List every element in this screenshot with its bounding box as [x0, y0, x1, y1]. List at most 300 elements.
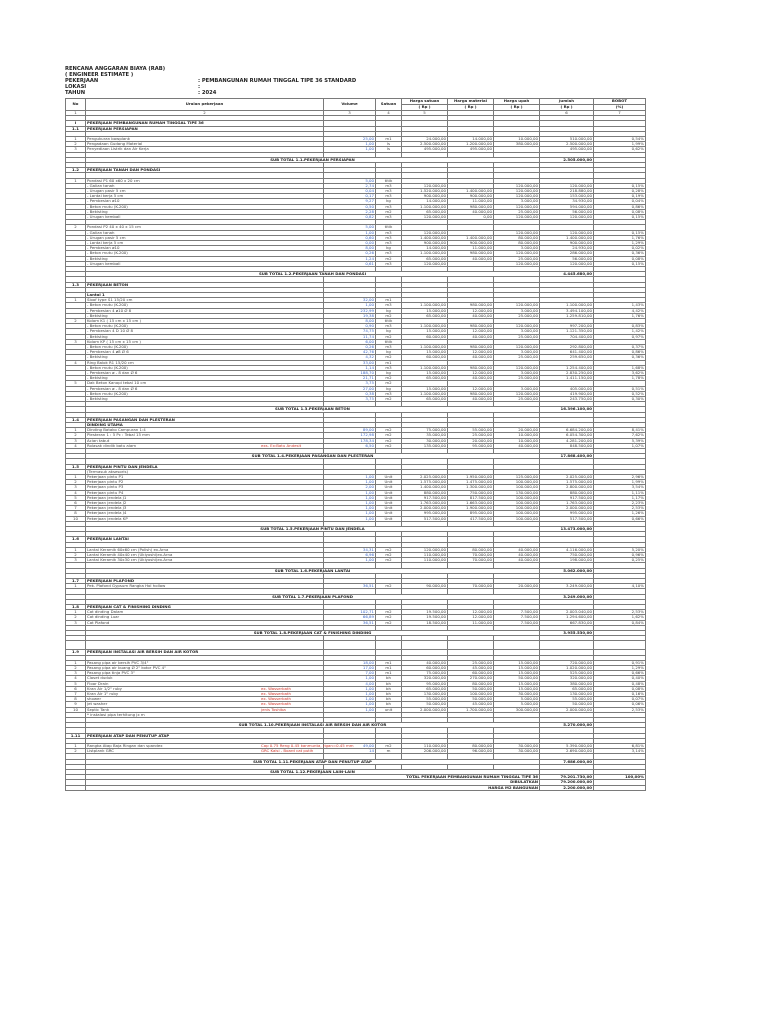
- item-material-price: 12.000,00: [448, 610, 494, 615]
- item-labor-price: 80.000,00: [494, 240, 540, 245]
- item-unit-price: 120.000,00: [402, 261, 448, 266]
- item-unit: bh: [376, 676, 402, 681]
- item-description-text: - Urugan pasir 5 cm: [87, 187, 126, 193]
- item-unit: m3: [376, 204, 402, 209]
- item-weight: 1,99%: [594, 142, 646, 147]
- unit-rp: ( Rp ): [448, 105, 494, 111]
- item-amount: 667.830,00: [540, 620, 594, 625]
- item-unit: m3: [376, 194, 402, 199]
- item-weight: 0,08%: [594, 256, 646, 261]
- item-unit-price: 1.400.000,00: [402, 485, 448, 490]
- item-weight: 0,08%: [594, 686, 646, 691]
- item-no: 9: [66, 702, 86, 707]
- item-amount: 56.000,00: [540, 256, 594, 261]
- item-unit: m3: [376, 188, 402, 193]
- item-unit: Unit: [376, 516, 402, 521]
- item-no: 1.8: [66, 604, 86, 609]
- item-material-price: 11.000,00: [448, 246, 494, 251]
- item-labor-price: 25.000,00: [494, 397, 540, 402]
- item-material-price: 11.000,00: [448, 199, 494, 204]
- unit-rp: ( Rp ): [540, 105, 594, 111]
- item-amount: 525.000,00: [540, 671, 594, 676]
- item-volume: 1,00: [324, 303, 376, 308]
- item-unit-price: 90.000,00: [402, 584, 448, 589]
- item-unit-price: 1.520.000,00: [402, 188, 448, 193]
- item-description-text: - Pembesian 4 ø10 Ø 8: [87, 307, 132, 313]
- item-labor-price: 40.000,00: [494, 558, 540, 563]
- item-unit-price: 65.000,00: [402, 256, 448, 261]
- item-labor-price: 120.000,00: [494, 230, 540, 235]
- item-description-text: - Bekisting: [87, 375, 108, 381]
- item-no: 3: [66, 438, 86, 443]
- item-labor-price: 100.000,00: [494, 506, 540, 511]
- subtotal-label: SUB TOTAL 1.7.PEKERJAAN PLAFOND: [86, 594, 540, 599]
- item-material-price: 96.000,00: [448, 749, 494, 754]
- item-no: 1.1: [66, 126, 86, 131]
- item-amount: 2.690.000,00: [540, 749, 594, 754]
- item-unit-price: 19.500,00: [402, 615, 448, 620]
- item-material-price: 900.000,00: [448, 240, 494, 245]
- item-material-price: 12.000,00: [448, 371, 494, 376]
- col-satuan: Satuan: [376, 99, 402, 111]
- item-amount: 997.200,00: [540, 324, 594, 329]
- item-amount: 2.025.000,00: [540, 475, 594, 480]
- item-unit-price: 40.000,00: [402, 660, 448, 665]
- item-weight: 0,96%: [594, 553, 646, 558]
- item-no: 2: [66, 433, 86, 438]
- item-description-text: - Beton mutu (K-200): [87, 302, 128, 308]
- item-weight: 0,15%: [594, 183, 646, 188]
- item-labor-price: 120.000,00: [494, 391, 540, 396]
- item-description-text: - Pembesian 4 D 10 Ø 8: [87, 328, 133, 334]
- item-weight: 0,97%: [594, 334, 646, 339]
- item-material-price: 1.663.000,00: [448, 501, 494, 506]
- item-material-price: 980.000,00: [448, 303, 494, 308]
- item-amount: 120.000,00: [540, 183, 594, 188]
- item-labor-price: 15.000,00: [494, 665, 540, 670]
- item-labor-price: 125.000,00: [494, 475, 540, 480]
- item-labor-price: 120.000,00: [494, 345, 540, 350]
- item-description-text: Cat Plafond: [87, 619, 110, 625]
- item-volume: 1,00: [324, 480, 376, 485]
- item-amount: 320.000,00: [540, 676, 594, 681]
- item-labor-price: 10.000,00: [494, 438, 540, 443]
- total-amount: 2.200.000,00: [540, 785, 594, 790]
- item-unit-price: 65.000,00: [402, 376, 448, 381]
- item-labor-price: 30.000,00: [494, 691, 540, 696]
- item-weight: 2,53%: [594, 707, 646, 712]
- item-description-text: Penyediaan Listrik dan Air Kerja: [87, 146, 149, 152]
- item-weight: 5,20%: [594, 547, 646, 552]
- item-material-price: 817.500,00: [448, 495, 494, 500]
- item-description-text: Pekerjaan pintu P4: [87, 489, 124, 495]
- subtotal-label: SUB TOTAL 1.6.PEKERJAAN LANTAI: [86, 568, 540, 573]
- item-weight: 0,51%: [594, 386, 646, 391]
- item-description-text: * instalasi pipa terhitung jx m: [87, 711, 145, 717]
- item-labor-price: 3.000,00: [494, 386, 540, 391]
- item-unit-price: 65.000,00: [402, 686, 448, 691]
- item-amount: 2.800.000,00: [540, 485, 594, 490]
- item-weight: 2,23%: [594, 501, 646, 506]
- section-title: PEKERJAAN LANTAI: [86, 537, 324, 542]
- item-volume: 7,00: [324, 671, 376, 676]
- item-description-text: - Beton mutu (K-200): [87, 344, 128, 349]
- item-description-text: Pondasi P2 40 x 40 x 15 cm: [87, 224, 141, 230]
- section-title: PEKERJAAN PEMBANGUNAN RUMAH TINGGAL TIPE 36: [86, 121, 324, 126]
- item-material-price: 80.000,00: [448, 743, 494, 748]
- item-labor-price: 100.000,00: [494, 511, 540, 516]
- item-description-text: - Bekisting: [87, 312, 108, 318]
- item-description-text: Rangka Atap Baja Ringan dan spandex: [87, 742, 163, 748]
- item-description-text: Pekerjaan jendela J2: [87, 500, 127, 506]
- item-weight: 0,08%: [594, 209, 646, 214]
- item-labor-price: 10.000,00: [494, 433, 540, 438]
- item-unit-price: 120.000,00: [402, 547, 448, 552]
- item-no: 1.11: [66, 733, 86, 738]
- section-title: PEKERJAAN TANAH DAN PONDASI: [86, 168, 324, 173]
- item-unit: m2: [376, 547, 402, 552]
- item-volume: 17,00: [324, 665, 376, 670]
- item-description-text: - Bekisting: [87, 333, 108, 339]
- item-volume: 102,71: [324, 610, 376, 615]
- item-weight: 1,43%: [594, 303, 646, 308]
- item-description-text: Pengadaan Gudang Material: [87, 141, 143, 147]
- item-note: ex. Wasserbath: [261, 701, 291, 707]
- col-uraian: Uraian pekerjaan: [86, 99, 324, 111]
- item-labor-price: 120.000,00: [494, 188, 540, 193]
- item-material-price: 980.000,00: [448, 204, 494, 209]
- item-amount: 641.400,00: [540, 350, 594, 355]
- item-note: GRC Kalsi - Board cat putih: [261, 748, 314, 754]
- item-no: 6: [66, 501, 86, 506]
- item-unit-price: 14.000,00: [402, 246, 448, 251]
- item-description-text: - Galian tanah: [87, 229, 115, 235]
- subtotal-label: SUB TOTAL 1.11.PEKERJAAN ATAP DAN PENUTUP ATAP: [86, 759, 540, 764]
- item-material-price: 20.000,00: [448, 438, 494, 443]
- item-material-price: 40.000,00: [448, 355, 494, 360]
- item-unit-price: 320.000,00: [402, 676, 448, 681]
- item-description-text: - Bekisting: [87, 396, 108, 402]
- item-material-price: 55.000,00: [448, 428, 494, 433]
- item-unit: m2: [376, 433, 402, 438]
- item-no: 1: [66, 610, 86, 615]
- item-unit: m1: [376, 665, 402, 670]
- item-volume: 66,89: [324, 615, 376, 620]
- section-title: PEKERJAAN PASANGAN DAN PLESTERAN: [86, 417, 324, 422]
- total-amount: 79.201.730,00: [540, 775, 594, 780]
- item-volume: 0,17: [324, 194, 376, 199]
- item-labor-price: 7.500,00: [494, 615, 540, 620]
- item-volume: 1,00: [324, 558, 376, 563]
- item-description: [86, 443, 324, 448]
- subtotal-amount: 4.445.680,00: [540, 272, 594, 277]
- item-unit-price: 2.025.000,00: [402, 475, 448, 480]
- item-material-price: 70.000,00: [448, 558, 494, 563]
- item-unit-price: 14.000,00: [402, 199, 448, 204]
- item-material-price: 980.000,00: [448, 324, 494, 329]
- item-labor-price: 120.000,00: [494, 324, 540, 329]
- item-no: 10: [66, 516, 86, 521]
- item-unit: m3: [376, 240, 402, 245]
- header-field-value: : PEMBANGUNAN RUMAH TINGGAL TIPE 36 STANDARD: [198, 78, 357, 84]
- section-title: PEKERJAAN INSTALASI AIR BERSIH DAN AIR KOTOR: [86, 650, 324, 655]
- section-title: PEKERJAAN BETON: [86, 282, 324, 287]
- subtotal-amount: 5.270.000,00: [540, 723, 594, 728]
- column-index: 5: [402, 111, 448, 116]
- item-material-price: 40.000,00: [448, 334, 494, 339]
- item-volume: 0,26: [324, 345, 376, 350]
- unit-rp: ( Rp ): [494, 105, 540, 111]
- col-jumlah: Jumlah: [540, 99, 594, 105]
- item-description-text: - Urugan pasir 5 cm: [87, 234, 126, 240]
- item-unit: m1: [376, 298, 402, 303]
- item-description-text: Kran Air 1" ruby: [87, 690, 119, 696]
- item-material-price: 12.000,00: [448, 615, 494, 620]
- item-amount: 510.000,00: [540, 136, 594, 141]
- item-amount: 1.254.400,00: [540, 365, 594, 370]
- item-volume: 1,00: [324, 501, 376, 506]
- item-labor-price: 100.000,00: [494, 485, 540, 490]
- item-description-text: Pondasi P1 60 x60 x 20 cm: [87, 177, 140, 183]
- item-unit-price: 2.500.000,00: [402, 142, 448, 147]
- item-weight: 0,16%: [594, 691, 646, 696]
- item-labor-price: 120.000,00: [494, 194, 540, 199]
- item-unit-price: 65.000,00: [402, 209, 448, 214]
- item-description-text: Dinding Batako Campuran 1:4: [87, 427, 146, 433]
- item-labor-price: 3.000,00: [494, 371, 540, 376]
- item-amount: 198.000,00: [540, 558, 594, 563]
- item-unit: m3: [376, 324, 402, 329]
- item-description-text: Kolom K1 ( 15 cm x 15 cm ): [87, 317, 142, 323]
- item-description-text: Pasang pipa air bersih PVC 3/4": [87, 659, 149, 665]
- item-labor-price: 30.000,00: [494, 743, 540, 748]
- item-labor-price: 5.000,00: [494, 697, 540, 702]
- item-amount: 6.054.300,00: [540, 433, 594, 438]
- item-weight: 0,86%: [594, 350, 646, 355]
- item-unit: m3: [376, 345, 402, 350]
- item-description-text: - Pembesian ø10: [87, 245, 120, 251]
- item-unit: bh: [376, 702, 402, 707]
- item-labor-price: 30.000,00: [494, 749, 540, 754]
- item-volume: 42,76: [324, 350, 376, 355]
- subtotal-amount: 13.473.000,00: [540, 527, 594, 532]
- item-material-price: 100.000,00: [448, 691, 494, 696]
- item-material-price: 45.000,00: [448, 702, 494, 707]
- item-unit: unit: [376, 707, 402, 712]
- item-no: 3: [66, 485, 86, 490]
- item-unit: Unit: [376, 511, 402, 516]
- item-no: 1: [66, 475, 86, 480]
- item-labor-price: 3.000,00: [494, 329, 540, 334]
- col-volume: Volume: [324, 99, 376, 111]
- item-unit-price: 995.000,00: [402, 511, 448, 516]
- item-amount: 1.121.350,00: [540, 329, 594, 334]
- total-label: TOTAL PEKERJAAN PEMBANGUNAN RUMAH TINGGAL TIPE 36: [86, 775, 540, 780]
- item-weight: 8,41%: [594, 428, 646, 433]
- item-unit-price: 1.763.000,00: [402, 501, 448, 506]
- item-no: 1.3: [66, 282, 86, 287]
- item-unit: m2: [376, 443, 402, 448]
- item-description-text: Pasang pipa tinja PVC 3": [87, 670, 135, 676]
- item-labor-price: 120.000,00: [494, 183, 540, 188]
- item-weight: 0,83%: [594, 324, 646, 329]
- item-unit: m3: [376, 230, 402, 235]
- item-volume: 0,50: [324, 204, 376, 209]
- item-note: jenis Toshiba: [261, 706, 286, 712]
- item-labor-price: 120.000,00: [494, 214, 540, 219]
- item-note: exs. Ex:Batu Andesit: [261, 442, 302, 448]
- item-volume: 32,00: [324, 298, 376, 303]
- item-unit: kg: [376, 308, 402, 313]
- item-volume: 0,60: [324, 235, 376, 240]
- item-description-text: Pekerjaan pintu P2: [87, 479, 124, 485]
- item-unit-price: 1.100.000,00: [402, 303, 448, 308]
- subtotal-label: SUB TOTAL 1.3.PEKERJAAN BETON: [86, 407, 540, 412]
- subtotal-label: SUB TOTAL 1.12.PEKERJAAN LAIN-LAIN: [86, 769, 540, 774]
- total-label: HARGA M2 BANGUNAN: [86, 785, 540, 790]
- item-labor-price: 40.000,00: [494, 547, 540, 552]
- item-unit: m2: [376, 743, 402, 748]
- item-volume: 18,00: [324, 660, 376, 665]
- item-material-price: 70.000,00: [448, 584, 494, 589]
- item-material-price: 495.000,00: [448, 147, 494, 152]
- header-field: [65, 90, 645, 96]
- item-unit: bh: [376, 691, 402, 696]
- item-amount: 880.000,00: [540, 490, 594, 495]
- item-unit: ls: [376, 142, 402, 147]
- item-volume: 34,31: [324, 547, 376, 552]
- item-labor-price: 15.000,00: [494, 686, 540, 691]
- item-description-text: - Bekisting: [87, 354, 108, 360]
- item-material-price: 50.000,00: [448, 697, 494, 702]
- item-weight: 0,40%: [594, 676, 646, 681]
- item-labor-price: 25.000,00: [494, 313, 540, 318]
- item-no: 6: [66, 686, 86, 691]
- item-description-text: Kran Air 1/2" ruby: [87, 685, 122, 691]
- item-weight: 7,62%: [594, 433, 646, 438]
- item-amount: 2.500.000,00: [540, 142, 594, 147]
- item-description-text: Pekerjaan jendela J1: [87, 494, 127, 500]
- item-volume: 1,00: [324, 147, 376, 152]
- item-volume: 0,26: [324, 251, 376, 256]
- subtotal-amount: 16.396.100,00: [540, 407, 594, 412]
- item-weight: 0,02%: [594, 246, 646, 251]
- item-description-text: Pek. Plafond Gypsum Rangka Hol hollow: [87, 583, 166, 589]
- item-description-text: Pengukuran bowplank: [87, 135, 130, 141]
- item-weight: 0,36%: [594, 355, 646, 360]
- item-weight: 1,68%: [594, 365, 646, 370]
- item-description-text: - Pembesian ø - 8 dan Ø 6: [87, 385, 138, 391]
- item-weight: 0,52%: [594, 391, 646, 396]
- subtotal-label: SUB TOTAL 1.4.PEKERJAAN PASANGAN DAN PLESTERAN: [86, 454, 540, 459]
- item-unit-price: 2.000.000,00: [402, 506, 448, 511]
- item-amount: 995.000,00: [540, 511, 594, 516]
- item-description-text: - Bekisting: [87, 255, 108, 261]
- item-material-price: 1.200.000,00: [448, 142, 494, 147]
- table-body: [66, 116, 646, 791]
- item-volume: 74,75: [324, 329, 376, 334]
- section-title: DINDING UTAMA: [86, 423, 324, 428]
- item-unit: m2: [376, 558, 402, 563]
- item-labor-price: 120.000,00: [494, 204, 540, 209]
- item-material-price: 1.300.000,00: [448, 485, 494, 490]
- col-harga-material: Harga material: [448, 99, 494, 105]
- item-unit-price: 135.000,00: [402, 443, 448, 448]
- item-volume: 0,00: [324, 240, 376, 245]
- item-amount: 3.494.100,00: [540, 308, 594, 313]
- item-material-price: 417.500,00: [448, 516, 494, 521]
- item-description-text: - Urugan kembali: [87, 213, 121, 219]
- item-labor-price: 15.000,00: [494, 671, 540, 676]
- item-no: 1: [66, 743, 86, 748]
- doc-subtitle: ( ENGINEER ESTIMATE ): [65, 72, 134, 78]
- item-no: 1: [66, 298, 86, 303]
- item-description-text: Acian tabut: [87, 437, 110, 443]
- item-weight: 0,28%: [594, 188, 646, 193]
- item-no: 4: [66, 360, 86, 365]
- item-amount: 50.000,00: [540, 702, 594, 707]
- header-field-value: :: [198, 84, 201, 90]
- item-unit: m2: [376, 256, 402, 261]
- item-weight: 2,53%: [594, 610, 646, 615]
- header-field-label: TAHUN: [65, 90, 86, 96]
- item-material-price: 80.000,00: [448, 547, 494, 552]
- item-unit-price: 130.000,00: [402, 691, 448, 696]
- item-labor-price: 120.000,00: [494, 261, 540, 266]
- item-material-price: 980.000,00: [448, 345, 494, 350]
- item-description-text: - Pembesian ø - 8 dan Ø 6: [87, 370, 138, 376]
- item-weight: 0,66%: [594, 516, 646, 521]
- item-amount: 2.000.000,00: [540, 707, 594, 712]
- item-volume: 6,96: [324, 553, 376, 558]
- item-description: [86, 707, 324, 712]
- item-description-text: Listplank GRC: [87, 748, 114, 754]
- item-weight: 0,91%: [594, 660, 646, 665]
- item-labor-price: 3.000,00: [494, 246, 540, 251]
- item-description-text: - Galian tanah: [87, 182, 115, 188]
- item-unit: m2: [376, 376, 402, 381]
- item-unit-price: 65.000,00: [402, 313, 448, 318]
- item-volume: 1,00: [324, 506, 376, 511]
- item-material-price: 1.950.000,00: [448, 475, 494, 480]
- item-volume: 8,00: [324, 318, 376, 323]
- item-description-text: - Bekisting: [87, 208, 108, 214]
- item-labor-price: 7.500,00: [494, 620, 540, 625]
- section-title: PEKERJAAN ATAP DAN PENUTUP ATAP: [86, 733, 324, 738]
- item-unit: kg: [376, 199, 402, 204]
- item-weight: 1,99%: [594, 480, 646, 485]
- subtotal-amount: 5.062.000,00: [540, 568, 594, 573]
- column-index: 4: [376, 111, 402, 116]
- item-no: 2: [66, 665, 86, 670]
- item-unit-price: 75.000,00: [402, 671, 448, 676]
- item-material-price: 12.000,00: [448, 350, 494, 355]
- item-material-price: 50.000,00: [448, 686, 494, 691]
- item-amount: 6.684.200,00: [540, 428, 594, 433]
- item-volume: 0,61: [324, 261, 376, 266]
- item-volume: 1,00: [324, 495, 376, 500]
- item-labor-price: 15.000,00: [494, 660, 540, 665]
- item-no: 7: [66, 506, 86, 511]
- subtotal-amount: 3.249.000,00: [540, 594, 594, 599]
- item-amount: 517.500,00: [540, 516, 594, 521]
- item-unit-price: 110.000,00: [402, 743, 448, 748]
- total-pct: [594, 785, 646, 790]
- item-unit: titik: [376, 339, 402, 344]
- item-weight: 0,54%: [594, 136, 646, 141]
- item-unit: kg: [376, 350, 402, 355]
- item-weight: 1,07%: [594, 443, 646, 448]
